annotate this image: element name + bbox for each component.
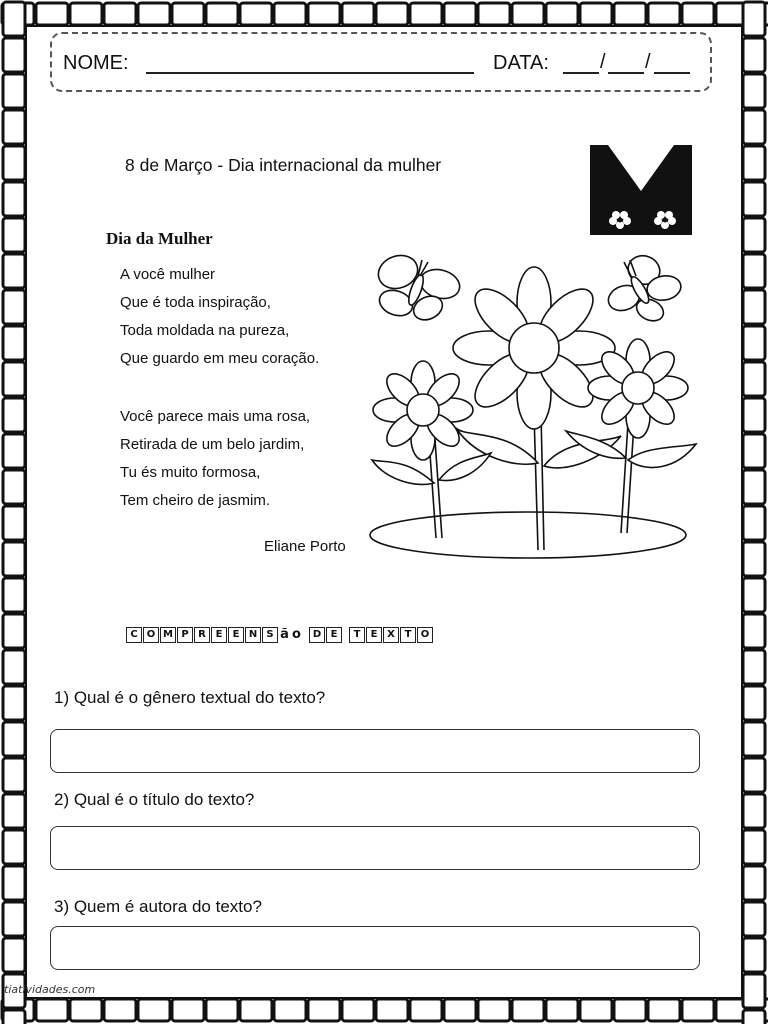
name-label: NOME: — [63, 52, 129, 74]
letter-tile: T — [349, 627, 365, 643]
poem-line: A você mulher — [120, 266, 216, 283]
date-separator: / — [600, 51, 606, 73]
flowers-illustration — [366, 248, 702, 564]
letter-tile: P — [177, 627, 193, 643]
question-2: 2) Qual é o título do texto? — [54, 790, 255, 809]
question-3: 3) Quem é autora do texto? — [54, 897, 262, 916]
letter-tile: C — [126, 627, 142, 643]
poem-line: Tem cheiro de jasmim. — [120, 492, 271, 509]
date-month-field[interactable] — [608, 72, 644, 74]
poem-line: Retirada de um belo jardim, — [120, 436, 305, 453]
date-label: DATA: — [493, 52, 549, 74]
letter-tile: E — [326, 627, 342, 643]
letter-tile: M — [160, 627, 176, 643]
letter-tile: T — [400, 627, 416, 643]
answer-field-2[interactable] — [50, 826, 700, 870]
section-title-word — [309, 627, 343, 643]
section-title-word — [126, 627, 303, 643]
letter-m-logo — [588, 143, 694, 237]
date-year-field[interactable] — [654, 72, 690, 74]
letter-tile: o — [292, 627, 301, 642]
poem-title: Dia da Mulher — [106, 229, 213, 248]
question-1: 1) Qual é o gênero textual do texto? — [54, 688, 326, 707]
letter-tile: X — [383, 627, 399, 643]
poem-line: Que é toda inspiração, — [120, 294, 271, 311]
letter-tile: E — [228, 627, 244, 643]
letter-tile: S — [262, 627, 278, 643]
page-subtitle: 8 de Março - Dia internacional da mulher — [125, 155, 442, 175]
poem-author: Eliane Porto — [264, 538, 346, 555]
poem-line: Que guardo em meu coração. — [120, 350, 320, 367]
letter-tile: R — [194, 627, 210, 643]
poem-line: Você parece mais uma rosa, — [120, 408, 311, 425]
poem-line: Toda moldada na pureza, — [120, 322, 290, 339]
letter-tile: E — [366, 627, 382, 643]
letter-tile: D — [309, 627, 325, 643]
date-separator: / — [645, 51, 651, 73]
header-box — [50, 32, 712, 92]
poem-line: Tu és muito formosa, — [120, 464, 261, 481]
letter-tile: ã — [280, 627, 289, 642]
section-title — [126, 625, 434, 645]
section-title-word — [349, 627, 434, 643]
answer-field-3[interactable] — [50, 926, 700, 970]
watermark: tiatividades.com — [4, 983, 96, 996]
name-field[interactable] — [146, 72, 474, 74]
answer-field-1[interactable] — [50, 729, 700, 773]
letter-tile: E — [211, 627, 227, 643]
letter-tile: N — [245, 627, 261, 643]
letter-tile: O — [417, 627, 433, 643]
letter-tile: O — [143, 627, 159, 643]
date-day-field[interactable] — [563, 72, 599, 74]
